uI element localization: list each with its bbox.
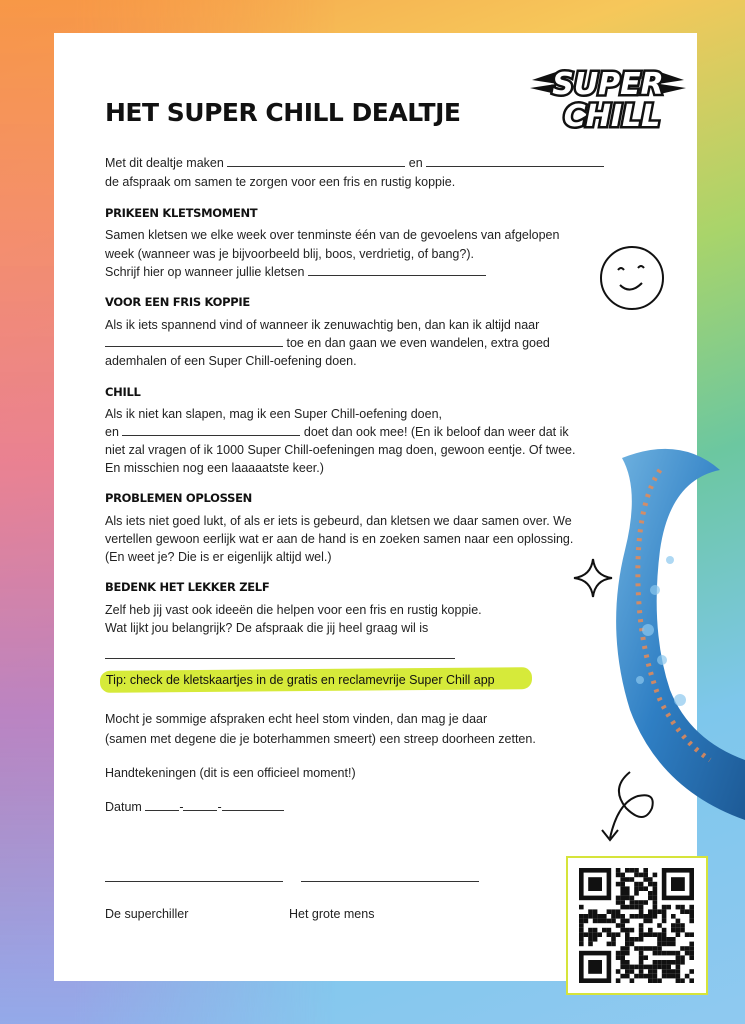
date-day-blank[interactable]	[145, 799, 179, 811]
curly-arrow-icon	[596, 768, 662, 848]
fris-line-1: Als ik iets spannend vind of wanneer ik zenuwachtig ben, dan kan ik altijd naar	[105, 318, 540, 332]
outro-line-2: (samen met degene die je boterhammen smeert) een streep doorheen zetten.	[105, 732, 536, 746]
name-blank-2[interactable]	[426, 155, 604, 167]
bedenk-line-1: Zelf heb jij vast ook ideeën die helpen voor een fris en rustig koppie.	[105, 603, 482, 617]
name-blank-1[interactable]	[227, 155, 405, 167]
problemen-line-2: vertellen gewoon eerlijk wat er aan de hand is en zoeken samen naar een oplossing.	[105, 532, 574, 546]
prikeen-line-2: week (wanneer was je bijvoorbeeld blij, boos, verdrietig, of bang?).	[105, 247, 474, 261]
heading-fris: VOOR EEN FRIS KOPPIE	[105, 295, 250, 309]
prikeen-line-1: Samen kletsen we elke week over tenminste één van de gevoelens van afgelopen	[105, 228, 560, 242]
bedenk-line-2: Wat lijkt jou belangrijk? De afspraak die jij heel graag wil is	[105, 621, 429, 635]
signatures-label: Handtekeningen (dit is een officieel moment!)	[105, 766, 356, 780]
svg-text:SUPER: SUPER	[552, 67, 664, 102]
svg-text:CHILL: CHILL	[563, 99, 661, 133]
signer-left: De superchiller	[105, 907, 189, 921]
intro-line-1: Met dit dealtje maken en	[105, 154, 635, 173]
chill-line-1: Als ik niet kan slapen, mag ik een Super Chill-oefening doen,	[105, 407, 443, 421]
heading-problemen: PROBLEMEN OPLOSSEN	[105, 491, 252, 505]
problemen-line-3: (En weet je? Die is er eigenlijk altijd wel.)	[105, 550, 332, 564]
problemen-line-1: Als iets niet goed lukt, of als er iets is gebeurd, dan kletsen we daar samen over. We	[105, 514, 572, 528]
person-blank-2[interactable]	[122, 424, 300, 436]
heading-bedenk: BEDENK HET LEKKER ZELF	[105, 580, 270, 594]
qr-code-image	[568, 858, 706, 993]
chill-line-3: niet zal vragen of ik 1000 Super Chill-oefeningen mag doen, gewoon eentje. Of twee.	[105, 443, 576, 457]
smiley-icon	[596, 243, 668, 313]
page-title: HET SUPER CHILL DEALTJE	[105, 98, 461, 127]
fris-line-2: toe en dan gaan we even wandelen, extra goed	[105, 334, 635, 353]
heading-prikeen: PRIKEEN KLETSMOMENT	[105, 206, 258, 220]
chill-line-4: En misschien nog een laaaaatste keer.)	[105, 461, 324, 475]
fris-line-3: ademhalen of een Super Chill-oefening doen.	[105, 354, 357, 368]
heading-chill: CHILL	[105, 385, 141, 399]
person-blank-1[interactable]	[105, 335, 283, 347]
date-line: Datum - -	[105, 798, 635, 817]
intro-line-2: de afspraak om samen te zorgen voor een fris en rustig koppie.	[105, 175, 456, 189]
signature-line-right[interactable]	[301, 881, 479, 882]
when-blank[interactable]	[308, 264, 486, 276]
date-month-blank[interactable]	[183, 799, 217, 811]
tip-text: Tip: check de kletskaartjes in de gratis en reclamevrije Super Chill app	[106, 673, 495, 687]
outro-line-1: Mocht je sommige afspraken echt heel stom vinden, dan mag je daar	[105, 712, 488, 726]
own-idea-blank[interactable]	[105, 658, 455, 659]
qr-code[interactable]	[566, 856, 708, 995]
date-year-blank[interactable]	[222, 799, 284, 811]
signer-right: Het grote mens	[289, 907, 375, 921]
signature-line-left[interactable]	[105, 881, 283, 882]
monster-tail-icon	[600, 440, 745, 820]
prikeen-line-3: Schrijf hier op wanneer jullie kletsen	[105, 263, 635, 282]
chill-line-2: en doet dan ook mee! (En ik beloof dan weer dat ik	[105, 425, 569, 439]
super-chill-logo	[528, 58, 688, 133]
